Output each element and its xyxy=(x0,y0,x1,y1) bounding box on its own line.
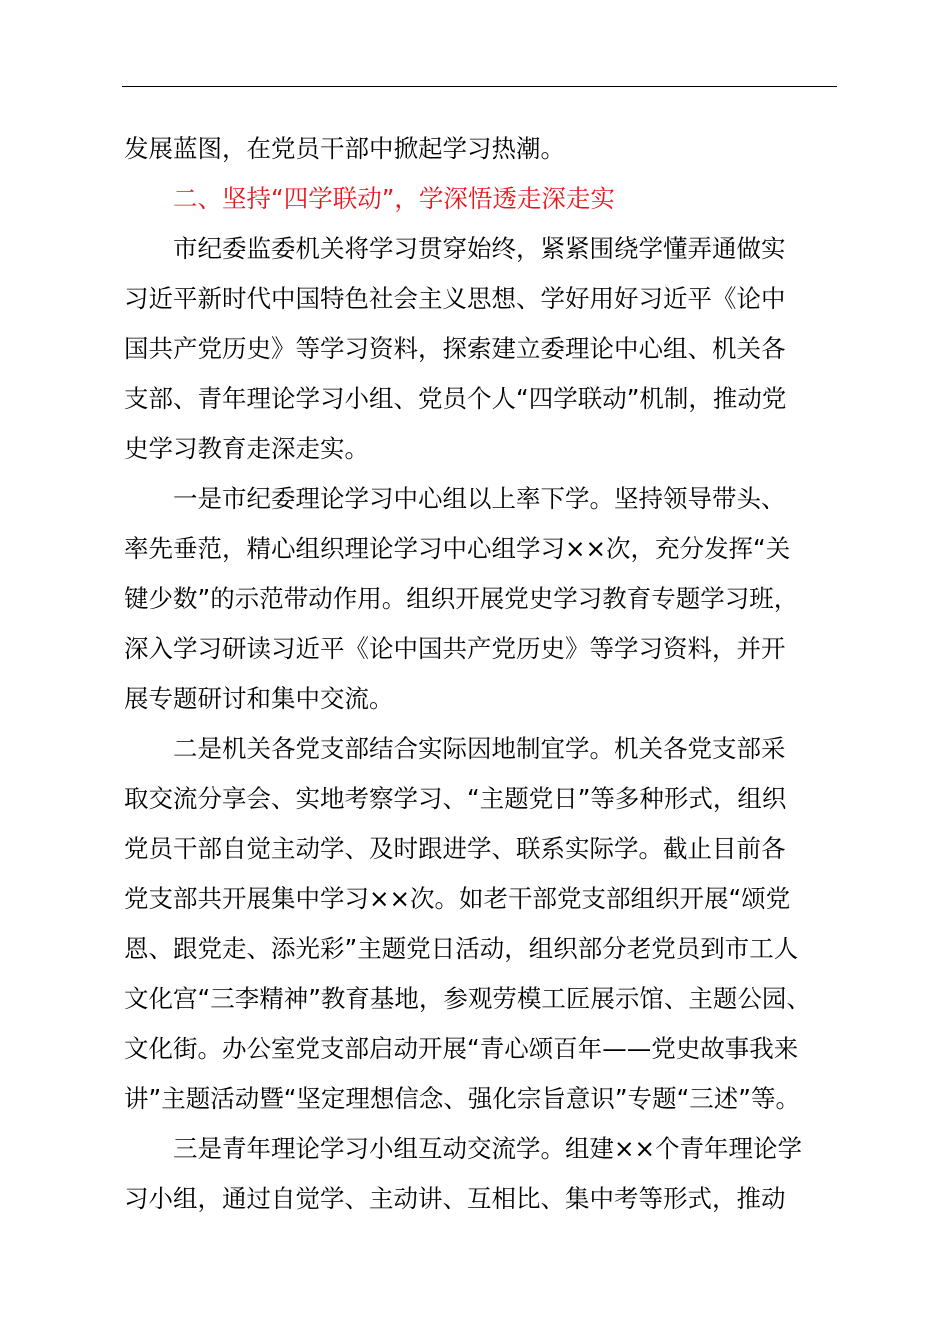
document-body xyxy=(124,124,838,1224)
paragraph-line: 二是机关各党支部结合实际因地制宜学。机关各党支部采 xyxy=(173,734,786,763)
paragraph-line: 习小组，通过自觉学、主动讲、互相比、集中考等形式，推动 xyxy=(124,1184,786,1213)
paragraph-line: 展专题研讨和集中交流。 xyxy=(124,684,394,713)
paragraph-line: 率先垂范，精心组织理论学习中心组学习××次，充分发挥“关 xyxy=(124,534,791,563)
paragraph-line: 支部、青年理论学习小组、党员个人“四学联动”机制，推动党 xyxy=(124,384,787,413)
intro-tail-line: 发展蓝图，在党员干部中掀起学习热潮。 xyxy=(124,134,565,163)
paragraph-line: 一是市纪委理论学习中心组以上率下学。坚持领导带头、 xyxy=(173,484,786,513)
section-heading: 二、坚持“四学联动”，学深悟透走深走实 xyxy=(173,184,615,213)
paragraph-line: 讲”主题活动暨“坚定理想信念、强化宗旨意识”专题“三述”等。 xyxy=(124,1084,800,1113)
paragraph-line: 文化宫“三李精神”教育基地，参观劳模工匠展示馆、主题公园、 xyxy=(124,984,811,1013)
paragraph-line: 党支部共开展集中学习××次。如老干部党支部组织开展“颂党 xyxy=(124,884,791,913)
paragraph-1 xyxy=(124,224,838,474)
paragraph-line: 党员干部自觉主动学、及时跟进学、联系实际学。截止目前各 xyxy=(124,834,786,863)
paragraph-line: 市纪委监委机关将学习贯穿始终，紧紧围绕学懂弄通做实 xyxy=(173,234,786,263)
paragraph-3 xyxy=(124,724,838,1124)
paragraph-line: 恩、跟党走、添光彩”主题党日活动，组织部分老党员到市工人 xyxy=(124,934,799,963)
header-rule xyxy=(122,86,837,87)
paragraph-2 xyxy=(124,474,838,724)
paragraph-line: 三是青年理论学习小组互动交流学。组建××个青年理论学 xyxy=(173,1134,803,1163)
paragraph-line: 习近平新时代中国特色社会主义思想、学好用好习近平《论中 xyxy=(124,284,786,313)
paragraph-4 xyxy=(124,1124,838,1224)
paragraph-line: 国共产党历史》等学习资料，探索建立委理论中心组、机关各 xyxy=(124,334,786,363)
paragraph-line: 取交流分享会、实地考察学习、“主题党日”等多种形式，组织 xyxy=(124,784,787,813)
paragraph-line: 键少数”的示范带动作用。组织开展党史学习教育专题学习班， xyxy=(124,584,799,613)
paragraph-line: 文化街。办公室党支部启动开展“青心颂百年——党史故事我来 xyxy=(124,1034,799,1063)
paragraph-line: 深入学习研读习近平《论中国共产党历史》等学习资料，并开 xyxy=(124,634,786,663)
paragraph-line: 史学习教育走深走实。 xyxy=(124,434,369,463)
